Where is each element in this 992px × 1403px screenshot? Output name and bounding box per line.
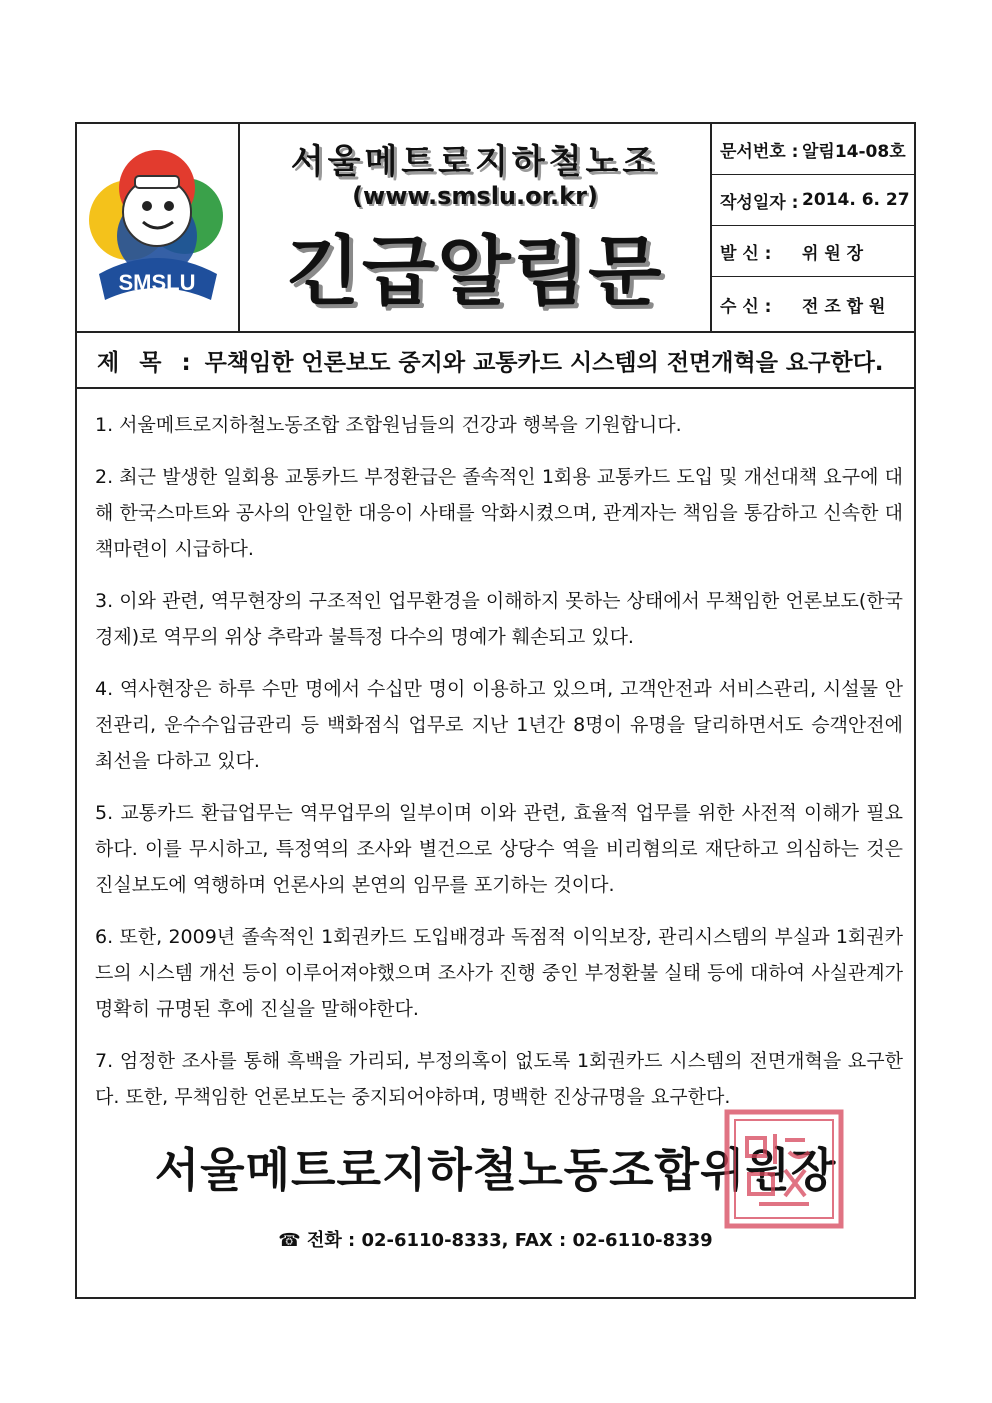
logo-cell	[77, 124, 240, 331]
meta-label: 발 신 :	[720, 243, 772, 264]
footer-org-name: 서울메트로지하철노동조합위원장	[154, 1143, 837, 1197]
paragraph: 7. 엄정한 조사를 통해 흑백을 가리되, 부정의혹이 없도록 1회권카드 시스템의 전면개혁을 요구한다. 또한, 무책임한 언론보도는 중지되어야하며, 명백한 진상규명을 요구한다.	[95, 1050, 903, 1108]
logo-text: SMSLU	[118, 270, 196, 295]
meta-table	[712, 124, 914, 331]
paragraph: 1. 서울메트로지하철노동조합 조합원님들의 건강과 행복을 기원합니다.	[95, 414, 682, 436]
document-frame	[75, 122, 916, 1299]
subject-label: 제 목 :	[97, 349, 197, 376]
paragraph: 2. 최근 발생한 일회용 교통카드 부정환급은 졸속적인 1회용 교통카드 도입 및 개선대책 요구에 대해 한국스마트와 공사의 안일한 대응이 사태를 악화시켰으며, 관계자는 책임을 통감하고 신속한 대책마련이 시급하다.	[95, 466, 903, 560]
subject-text: 무책임한 언론보도 중지와 교통카드 시스템의 전면개혁을 요구한다.	[204, 349, 884, 376]
meta-value: 전 조 합 원	[802, 296, 886, 317]
meta-value: 알림14-08호	[802, 141, 906, 162]
meta-doc-number	[712, 124, 914, 175]
paragraph: 3. 이와 관련, 역무현장의 구조적인 업무환경을 이해하지 못하는 상태에서 무책임한 언론보도(한국경제)로 역무의 위상 추락과 불특정 다수의 명예가 훼손되고 있다.	[95, 590, 903, 648]
org-url: (www.smslu.or.kr)	[352, 182, 598, 210]
meta-sender	[712, 226, 914, 277]
meta-recipient	[712, 277, 914, 331]
meta-date	[712, 175, 914, 226]
meta-label: 문서번호 :	[720, 141, 799, 162]
meta-label: 수 신 :	[720, 296, 772, 317]
org-name: 서울메트로지하철노조	[290, 142, 660, 182]
meta-value: 2014. 6. 27	[802, 190, 910, 210]
paragraph: 4. 역사현장은 하루 수만 명에서 수십만 명이 이용하고 있으며, 고객안전과 서비스관리, 시설물 안전관리, 운수수입금관리 등 백화점식 업무로 지난 1년간 8명이 유명을 달리하면서도 승객안전에 최선을 다하고 있다.	[95, 678, 903, 772]
meta-label: 작성일자 :	[720, 192, 799, 213]
notice-title: 긴급알림문	[286, 227, 664, 316]
official-seal-stamp	[719, 1104, 849, 1234]
subject-line	[77, 333, 914, 389]
paragraph: 6. 또한, 2009년 졸속적인 1회권카드 도입배경과 독점적 이익보장, 관리시스템의 부실과 1회권카드의 시스템 개선 등이 이루어져야했으며 조사가 진행 중인 부정환불 실태 등에 대하여 사실관계가 명확히 규명된 후에 진실을 말해야한다.	[95, 926, 903, 1020]
smslu-logo	[77, 124, 238, 331]
body-text	[95, 407, 903, 1131]
paragraph: 5. 교통카드 환급업무는 역무업무의 일부이며 이와 관련, 효율적 업무를 위한 사전적 이해가 필요하다. 이를 무시하고, 특정역의 조사와 별건으로 상당수 역을 비리혐의로 재단하고 의심하는 것은 진실보도에 역행하며 언론사의 본연의 임무를 포기하는 것이다.	[95, 802, 903, 896]
title-cell	[240, 124, 712, 331]
meta-value: 위 원 장	[802, 243, 864, 264]
contact-info: ☎ 전화 : 02-6110-8333, FAX : 02-6110-8339	[278, 1230, 713, 1251]
header	[77, 124, 914, 333]
